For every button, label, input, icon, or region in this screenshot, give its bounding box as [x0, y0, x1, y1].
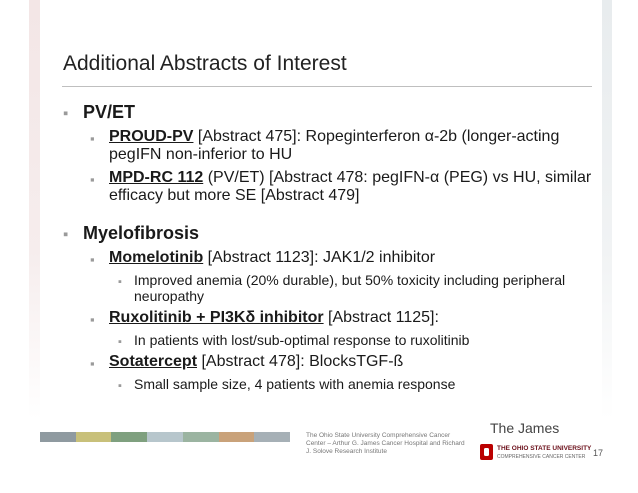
- list-item: [63, 128, 593, 164]
- abstract-text: (PV/ET) [Abstract 478: pegIFN-α (PEG) vs HU, similar efficacy but more SE [Abstract 479]: [109, 169, 592, 204]
- square-bullet-icon: ▪: [63, 226, 69, 243]
- square-bullet-icon: ▪: [90, 131, 95, 146]
- list-item: [63, 169, 593, 205]
- square-bullet-icon: ▪: [63, 105, 69, 122]
- square-bullet-icon: ▪: [118, 336, 122, 348]
- square-bullet-icon: ▪: [118, 380, 122, 392]
- square-bullet-icon: ▪: [118, 276, 122, 288]
- logo-university-name: THE OHIO STATE UNIVERSITY: [497, 445, 592, 452]
- osu-logo: [480, 444, 592, 462]
- square-bullet-icon: ▪: [90, 356, 95, 371]
- square-bullet-icon: ▪: [90, 312, 95, 327]
- list-item: [63, 353, 593, 371]
- sub-list-item: ▪ In patients with lost/sub-optimal response to ruxolitinib: [118, 332, 470, 348]
- list-item: [63, 249, 593, 267]
- abstract-text: [Abstract 478]: BlocksTGF-ß: [197, 353, 404, 370]
- footer-bar-segment: [147, 432, 183, 442]
- footer-bar-segment: [219, 432, 255, 442]
- abstract-text: [Abstract 475]: Ropeginterferon α-2b (longer-acting pegIFN non-inferior to HU: [109, 128, 560, 163]
- list-item: [63, 309, 593, 327]
- square-bullet-icon: ▪: [90, 172, 95, 187]
- footer-bar-segment: [254, 432, 290, 442]
- sub-list-item: ▪ Small sample size, 4 patients with anemia response: [118, 376, 456, 392]
- section-heading: ▪ Myelofibrosis: [63, 223, 200, 243]
- abstract-text: [Abstract 1125]:: [323, 309, 439, 326]
- footer-bar-segment: [111, 432, 147, 442]
- logo-title: The James: [490, 420, 560, 436]
- title-divider: [62, 86, 592, 87]
- page-number: 17: [593, 448, 604, 458]
- footer-color-bar: [40, 432, 290, 442]
- slide-content: [63, 96, 593, 392]
- sub-list-item: ▪ Improved anemia (20% durable), but 50% toxicity including peripheral neuropathy: [118, 272, 566, 304]
- abstract-name: Sotatercept: [109, 353, 198, 370]
- right-decorative-stripe: [602, 0, 612, 420]
- left-decorative-stripe: [29, 0, 40, 420]
- abstract-name: Ruxolitinib + PI3Kδ inhibitor: [109, 309, 324, 326]
- abstract-name: Momelotinib: [109, 249, 204, 266]
- logo-center-name: COMPREHENSIVE CANCER CENTER: [497, 454, 586, 460]
- footer-bar-segment: [76, 432, 112, 442]
- block-o-icon: [480, 444, 493, 460]
- slide-title: Additional Abstracts of Interest: [63, 52, 347, 75]
- abstract-text: [Abstract 1123]: JAK1/2 inhibitor: [203, 249, 436, 266]
- square-bullet-icon: ▪: [90, 252, 95, 267]
- footer-institution-text: The Ohio State University Comprehensive Cancer Center – Arthur G. James Cancer Hospital and Richard J. Solove Research Institute: [306, 432, 465, 455]
- abstract-name: MPD-RC 112: [109, 169, 204, 186]
- abstract-name: PROUD-PV: [109, 128, 194, 145]
- footer-bar-segment: [183, 432, 219, 442]
- section-heading: ▪ PV/ET: [63, 102, 136, 122]
- footer-bar-segment: [40, 432, 76, 442]
